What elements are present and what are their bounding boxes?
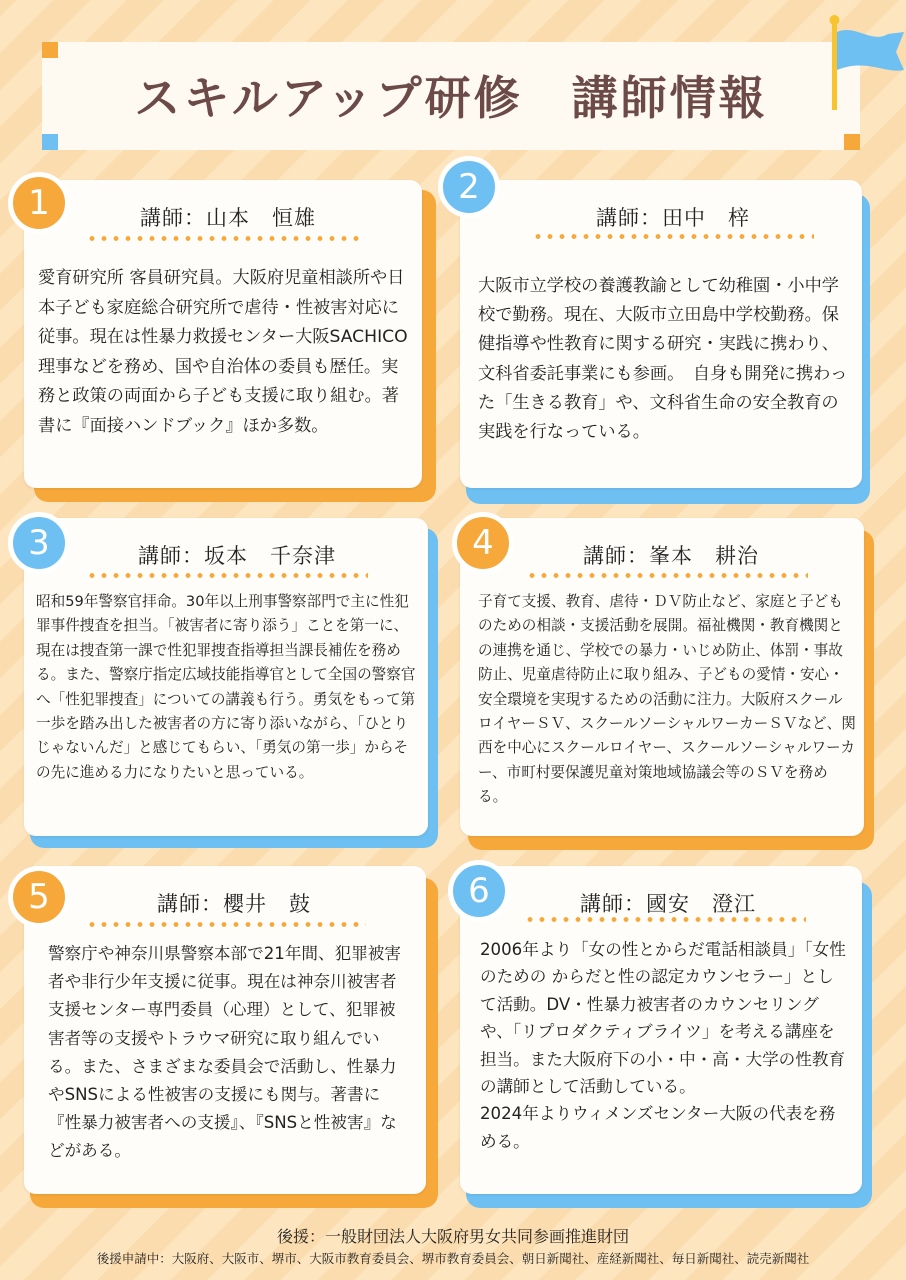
instructor-name: 講師：櫻井 鼓 — [157, 892, 311, 916]
banner-corner — [42, 134, 58, 150]
number-badge: 1 — [8, 172, 70, 234]
name-divider — [86, 573, 368, 578]
instructor-name: 講師：國安 澄江 — [580, 892, 756, 916]
instructor-bio: 昭和59年警察官拝命。30年以上刑事警察部門で主に性犯罪事件捜査を担当。「被害者に寄り添う」ことを第一に、現在は捜査第一課で性犯罪捜査指導担当課長補佐を務める。また、警察庁指定広域技能指導官として全国の警察官へ「性犯罪捜査」についての講義も行う。勇気をもって第一歩を踏み出した被害者の方に寄り添いながら、「ひとりじゃないんだ」と感じてもらい、「勇気の第一歩」からその先に進める力になりたいと思っている。 — [36, 593, 416, 781]
instructor-bio: 2006年より「女の性とからだ電話相談員」「女性のための からだと性の認定カウンセラー」として活動。DV・性暴力被害者のカウンセリングや、「リプロダクティブライツ」を考える講座を担当。また大阪府下の小・中・高・大学の性教育の講師として活動している。 2024年よりウィメンズセンター大阪の代表を務める。 — [480, 940, 846, 1151]
instructor-bio: 警察庁や神奈川県警察本部で21年間、犯罪被害者や非行少年支援に従事。現在は神奈川被害者支援センター専門委員（心理）として、犯罪被害者等の支援やトラウマ研究に取り組んでいる。また、さまざまな委員会で活動し、性暴力やSNSによる性被害の支援にも関与。著書に『性暴力被害者への支援』、『SNSと性被害』などがある。 — [48, 944, 401, 1161]
instructor-name: 講師：坂本 千奈津 — [138, 544, 336, 568]
name-divider — [526, 573, 808, 578]
banner-corner — [42, 42, 58, 58]
instructor-bio: 子育て支援、教育、虐待・ＤＶ防止など、家庭と子どものための相談・支援活動を展開。福祉機関・教育機関との連携を通じ、学校での暴力・いじめ防止、体罰・事故防止、児童虐待防止に取り組み、子どもの愛情・安心・安全環境を実現するための活動に注力。大阪府スクールロイヤーＳＶ、スクールソーシャルワーカーＳＶなど、関西を中心にスクールロイヤー、スクールソーシャルワーカー、市町村要保護児童対策地域協議会等のＳＶを務める。 — [478, 593, 856, 806]
number-badge: 3 — [8, 512, 70, 574]
name-divider — [86, 236, 364, 241]
name-divider — [524, 917, 806, 922]
name-divider — [86, 922, 366, 927]
title-banner — [42, 42, 860, 150]
flag-icon — [826, 14, 906, 114]
number-badge: 4 — [452, 512, 514, 574]
instructor-bio: 愛育研究所 客員研究員。大阪府児童相談所や日本子ども家庭総合研究所で虐待・性被害対応に従事。現在は性暴力救援センター大阪SACHICO理事などを務め、国や自治体の委員も歴任。実務と政策の両面から子ども支援に取り組む。著書に『面接ハンドブック』ほか多数。 — [38, 268, 408, 436]
instructor-name: 講師：峯本 耕治 — [583, 544, 759, 568]
instructor-name: 講師：田中 梓 — [596, 206, 750, 230]
banner-corner — [844, 134, 860, 150]
number-badge: 5 — [8, 866, 70, 928]
number-badge: 6 — [448, 860, 510, 922]
page-title: スキルアップ研修 講師情報 — [134, 71, 768, 125]
number-badge: 2 — [438, 156, 500, 218]
instructor-bio: 大阪市立学校の養護教諭として幼稚園・小中学校で勤務。現在、大阪市立田島中学校勤務。保健指導や性教育に関する研究・実践に携わり、文科省委託事業にも参画。 自身も開発に携わった「生きる教育」や、文科省生命の安全教育の実践を行なっている。 — [478, 276, 848, 443]
instructor-name: 講師：山本 恒雄 — [140, 206, 316, 230]
name-divider — [532, 234, 814, 239]
pending-support-text: 後援申請中：大阪府、大阪市、堺市、大阪市教育委員会、堺市教育委員会、朝日新聞社、産経新聞社、毎日新聞社、読売新聞社 — [96, 1251, 810, 1266]
support-text: 後援：一般財団法人大阪府男女共同参画推進財団 — [276, 1227, 629, 1246]
